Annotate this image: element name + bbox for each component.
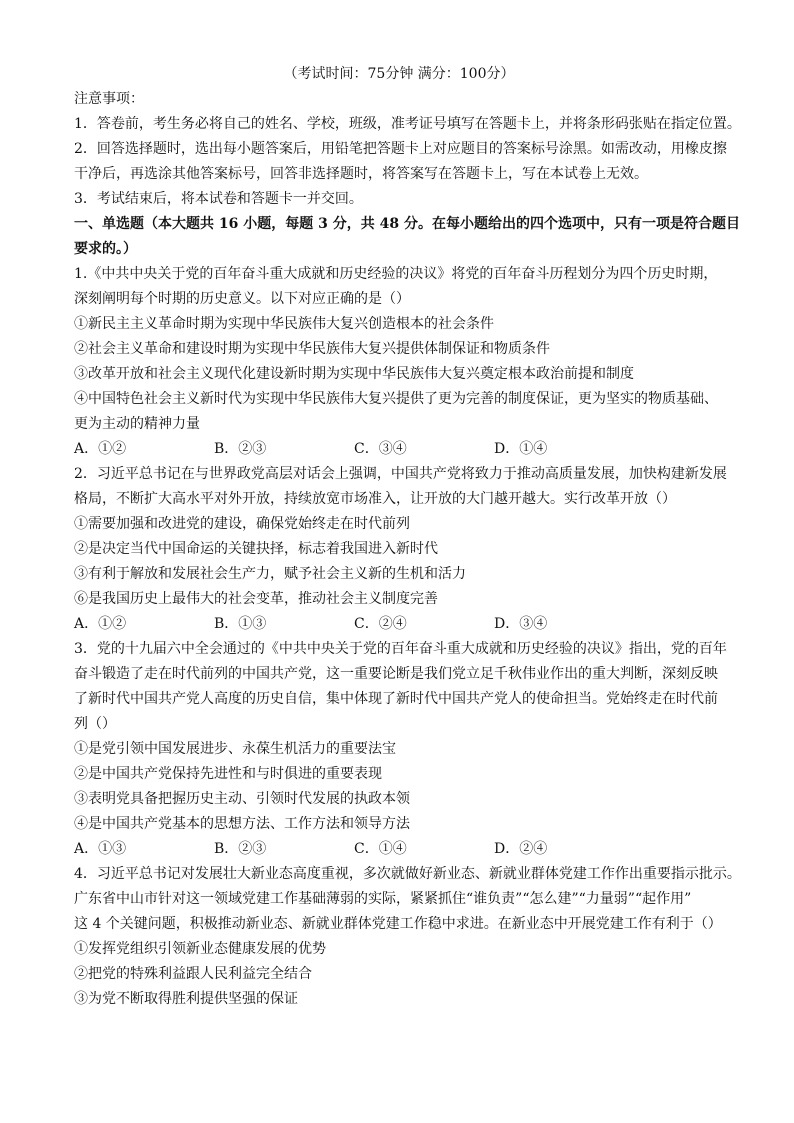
option-d: D．②④ bbox=[494, 841, 548, 857]
question-stem: 格局，不断扩大高水平对外开放，持续放宽市场准入，让开放的大门越开越大。实行改革开放（） bbox=[74, 491, 676, 507]
option-c: C．②④ bbox=[354, 616, 407, 632]
question-stem: 广东省中山市针对这一领域党建工作基础薄弱的实际，紧紧抓住“谁负责”“怎么建”“力量弱”“起作用” bbox=[74, 891, 692, 907]
option-d: D．①④ bbox=[494, 441, 548, 457]
question-stem: 1.《中共中央关于党的百年奋斗重大成就和历史经验的决议》将党的百年奋斗历程划分为四个历史时期， bbox=[74, 266, 718, 282]
answer-options bbox=[74, 837, 724, 862]
option-a: A．①③ bbox=[74, 841, 127, 857]
question-stem: 深刻阐明每个时期的历史意义。以下对应正确的是（） bbox=[74, 291, 410, 307]
statement-item: ②是中国共产党保持先进性和与时俱进的重要表现 bbox=[74, 766, 382, 782]
statement-item: ②把党的特殊利益跟人民利益完全结合 bbox=[74, 966, 312, 982]
notice-2: 2．回答选择题时，选出每小题答案后，用铅笔把答题卡上对应题目的答案标号涂黑。如需改动，用橡皮擦 bbox=[74, 141, 727, 157]
option-a: A．①② bbox=[74, 616, 127, 632]
statement-item: 更为主动的精神力量 bbox=[74, 416, 200, 432]
question-1 bbox=[74, 262, 724, 462]
statement-item: ①发挥党组织引领新业态健康发展的优势 bbox=[74, 941, 326, 957]
question-stem: 4．习近平总书记对发展壮大新业态高度重视，多次就做好新业态、新就业群体党建工作作出重要指示批示。 bbox=[74, 866, 741, 882]
section-title-cont: 要求的。） bbox=[74, 241, 137, 257]
section-title: 一、单选题（本大题共 16 小题，每题 3 分，共 48 分。在每小题给出的四个选项中，只有一项是符合题目 bbox=[74, 216, 740, 232]
notice-2-cont: 干净后，再选涂其他答案标号，回答非选择题时，将答案写在答题卡上，写在本试卷上无效。 bbox=[74, 166, 648, 182]
statement-item: ③有利于解放和发展社会生产力，赋予社会主义新的生机和活力 bbox=[74, 566, 466, 582]
notice-title: 注意事项： bbox=[74, 91, 144, 107]
option-b: B．①③ bbox=[214, 616, 267, 632]
option-b: B．②③ bbox=[214, 441, 267, 457]
question-stem: 奋斗锻造了走在时代前列的中国共产党，这一重要论断是我们党立足千秋伟业作出的重大判断，深刻反映 bbox=[74, 666, 718, 682]
answer-options bbox=[74, 437, 724, 462]
option-b: B．②③ bbox=[214, 841, 267, 857]
statement-item: ④中国特色社会主义新时代为实现中华民族伟大复兴提供了更为完善的制度保证，更为坚实的物质基础、 bbox=[74, 391, 718, 407]
answer-options bbox=[74, 612, 724, 637]
statement-item: ②社会主义革命和建设时期为实现中华民族伟大复兴提供体制保证和物质条件 bbox=[74, 341, 550, 357]
statement-item: ①新民主主义革命时期为实现中华民族伟大复兴创造根本的社会条件 bbox=[74, 316, 494, 332]
option-d: D．③④ bbox=[494, 616, 548, 632]
exam-info: （考试时间：75分钟 满分：100分） bbox=[283, 66, 515, 82]
question-stem: 2．习近平总书记在与世界政党高层对话会上强调，中国共产党将致力于推动高质量发展，加快构建新发展 bbox=[74, 466, 727, 482]
question-stem: 列（） bbox=[74, 716, 116, 732]
statement-item: ④是中国共产党基本的思想方法、工作方法和领导方法 bbox=[74, 816, 410, 832]
statement-item: ③表明党具备把握历史主动、引领时代发展的执政本领 bbox=[74, 791, 410, 807]
option-a: A．①② bbox=[74, 441, 127, 457]
question-stem: 了新时代中国共产党人高度的历史自信，集中体现了新时代中国共产党人的使命担当。党始终走在时代前 bbox=[74, 691, 718, 707]
statement-item: ⑥是我国历史上最伟大的社会变革，推动社会主义制度完善 bbox=[74, 591, 438, 607]
statement-item: ①是党引领中国发展进步、永葆生机活力的重要法宝 bbox=[74, 741, 396, 757]
option-c: C．③④ bbox=[354, 441, 407, 457]
notice-1: 1．答卷前，考生务必将自己的姓名、学校，班级，准考证号填写在答题卡上，并将条形码张贴在指定位置。 bbox=[74, 116, 741, 132]
question-stem: 3．党的十九届六中全会通过的《中共中央关于党的百年奋斗重大成就和历史经验的决议》指出，党的百年 bbox=[74, 641, 727, 657]
question-stem: 这 4 个关键问题，积极推动新业态、新就业群体党建工作稳中求进。在新业态中开展党建工作有利于（） bbox=[74, 916, 722, 932]
option-c: C．①④ bbox=[354, 841, 407, 857]
question-4 bbox=[74, 862, 741, 1012]
statement-item: ②是决定当代中国命运的关键抉择，标志着我国进入新时代 bbox=[74, 541, 438, 557]
statement-item: ③改革开放和社会主义现代化建设新时期为实现中华民族伟大复兴奠定根本政治前提和制度 bbox=[74, 366, 634, 382]
question-2 bbox=[74, 462, 727, 637]
statement-item: ①需要加强和改进党的建设，确保党始终走在时代前列 bbox=[74, 516, 410, 532]
exam-page bbox=[74, 62, 741, 1012]
statement-item: ③为党不断取得胜利提供坚强的保证 bbox=[74, 991, 298, 1007]
question-3 bbox=[74, 637, 727, 862]
notice-3: 3．考试结束后，将本试卷和答题卡一并交回。 bbox=[74, 191, 363, 207]
